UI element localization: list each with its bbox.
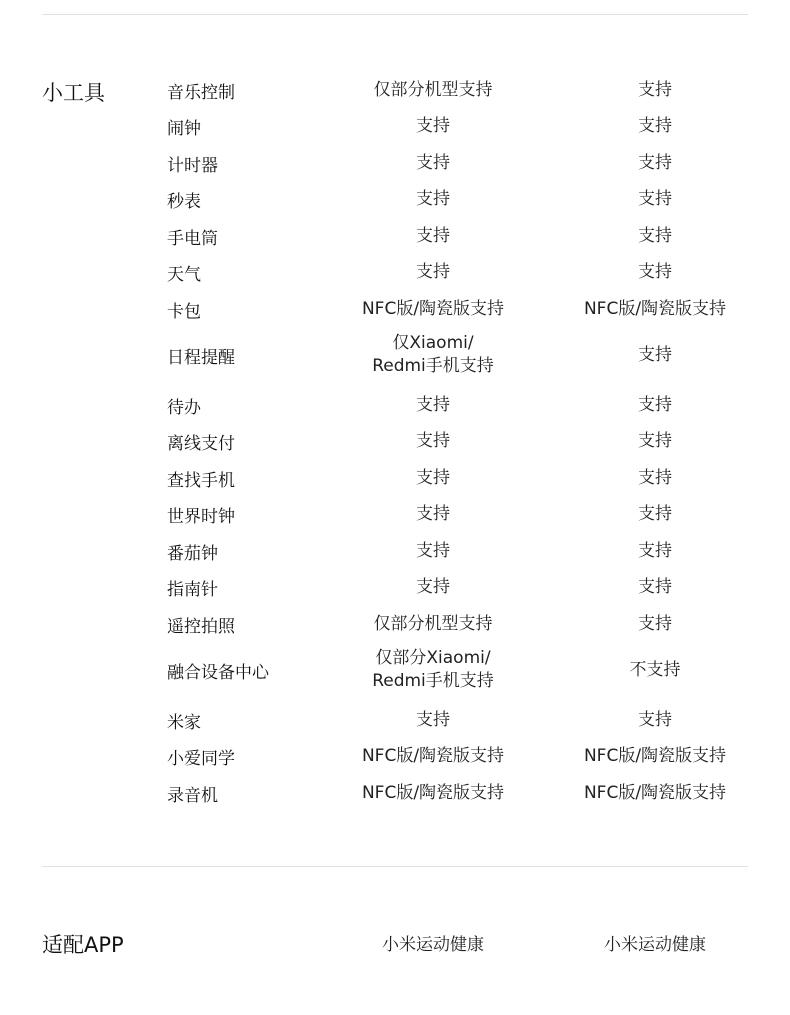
feature-label: 天气: [167, 264, 201, 285]
feature-label: 计时器: [167, 155, 218, 176]
col-b-value: 支持: [638, 261, 672, 282]
col-b-value: 支持: [638, 115, 672, 136]
col-b-value: 支持: [638, 576, 672, 597]
feature-label: 查找手机: [167, 470, 235, 491]
col-a-value: NFC版/陶瓷版支持: [361, 298, 505, 319]
col-b-value: 支持: [638, 430, 672, 451]
col-b-value: 支持: [638, 344, 672, 365]
tools-section-title: 小工具: [42, 81, 105, 105]
col-a-value: 支持: [416, 225, 450, 246]
col-b-value: 支持: [638, 79, 672, 100]
section-divider: [42, 866, 748, 867]
app-col-b: 小米运动健康: [604, 935, 706, 955]
col-a-value: 支持: [416, 540, 450, 561]
col-b-value: 支持: [638, 503, 672, 524]
col-a-value: 支持: [416, 115, 450, 136]
col-b-value: 支持: [638, 467, 672, 488]
feature-label: 秒表: [167, 191, 201, 212]
feature-label: 指南针: [167, 579, 218, 600]
col-b-value: 支持: [638, 225, 672, 246]
col-b-value: 支持: [638, 394, 672, 415]
feature-label: 米家: [167, 712, 201, 733]
table-row: [0, 642, 790, 698]
table-row: [0, 327, 790, 383]
col-a-value: 支持: [416, 261, 450, 282]
col-a-value: NFC版/陶瓷版支持: [361, 782, 505, 803]
col-b-value: 支持: [638, 188, 672, 209]
col-b-value: 不支持: [629, 659, 681, 680]
table-row: [0, 606, 790, 642]
app-section-title: 适配APP: [42, 933, 124, 957]
col-b-value: 支持: [638, 613, 672, 634]
table-row: [0, 738, 790, 774]
feature-label: 手电筒: [167, 228, 218, 249]
col-a-value: [318, 332, 548, 378]
feature-label: 小爱同学: [167, 748, 235, 769]
table-row: [0, 72, 790, 108]
col-a-value: 支持: [416, 467, 450, 488]
feature-label: 待办: [167, 397, 201, 418]
col-b-value: NFC版/陶瓷版支持: [583, 298, 727, 319]
table-row: [0, 387, 790, 423]
table-row: [0, 291, 790, 327]
table-row: [0, 460, 790, 496]
feature-label: 录音机: [167, 785, 218, 806]
col-a-value: 仅部分机型支持: [373, 79, 493, 100]
table-row: [0, 423, 790, 459]
col-a-line1: 仅Xiaomi/: [392, 333, 474, 353]
app-col-a: 小米运动健康: [382, 935, 484, 955]
col-a-line2: Redmi手机支持: [372, 671, 494, 691]
table-row: [0, 775, 790, 811]
feature-label: 融合设备中心: [167, 662, 269, 683]
feature-label: 卡包: [167, 301, 201, 322]
table-row: [0, 702, 790, 738]
col-a-value: 支持: [416, 152, 450, 173]
feature-label: 音乐控制: [167, 82, 235, 103]
feature-label: 日程提醒: [167, 347, 235, 368]
table-row: [0, 108, 790, 144]
feature-label: 闹钟: [167, 118, 201, 139]
feature-label: 番茄钟: [167, 543, 218, 564]
col-b-value: 支持: [638, 540, 672, 561]
table-row: [0, 181, 790, 217]
col-a-value: 支持: [416, 576, 450, 597]
feature-label: 遥控拍照: [167, 616, 235, 637]
table-row: [0, 569, 790, 605]
table-row: [0, 254, 790, 290]
col-b-value: 支持: [638, 709, 672, 730]
top-divider: [42, 14, 748, 15]
feature-label: 离线支付: [167, 433, 235, 454]
col-a-value: 支持: [416, 188, 450, 209]
col-b-value: NFC版/陶瓷版支持: [583, 782, 727, 803]
feature-label: 世界时钟: [167, 506, 235, 527]
col-a-value: 支持: [416, 503, 450, 524]
col-b-value: NFC版/陶瓷版支持: [583, 745, 727, 766]
table-row: [0, 218, 790, 254]
col-a-line1: 仅部分Xiaomi/: [375, 648, 491, 668]
table-row: [0, 496, 790, 532]
table-row: [0, 145, 790, 181]
col-a-value: 支持: [416, 430, 450, 451]
col-a-value: 支持: [416, 709, 450, 730]
table-row: [0, 533, 790, 569]
col-a-value: NFC版/陶瓷版支持: [361, 745, 505, 766]
col-a-value: 支持: [416, 394, 450, 415]
col-a-line2: Redmi手机支持: [372, 356, 494, 376]
col-a-value: [318, 647, 548, 693]
col-a-value: 仅部分机型支持: [373, 613, 493, 634]
col-b-value: 支持: [638, 152, 672, 173]
